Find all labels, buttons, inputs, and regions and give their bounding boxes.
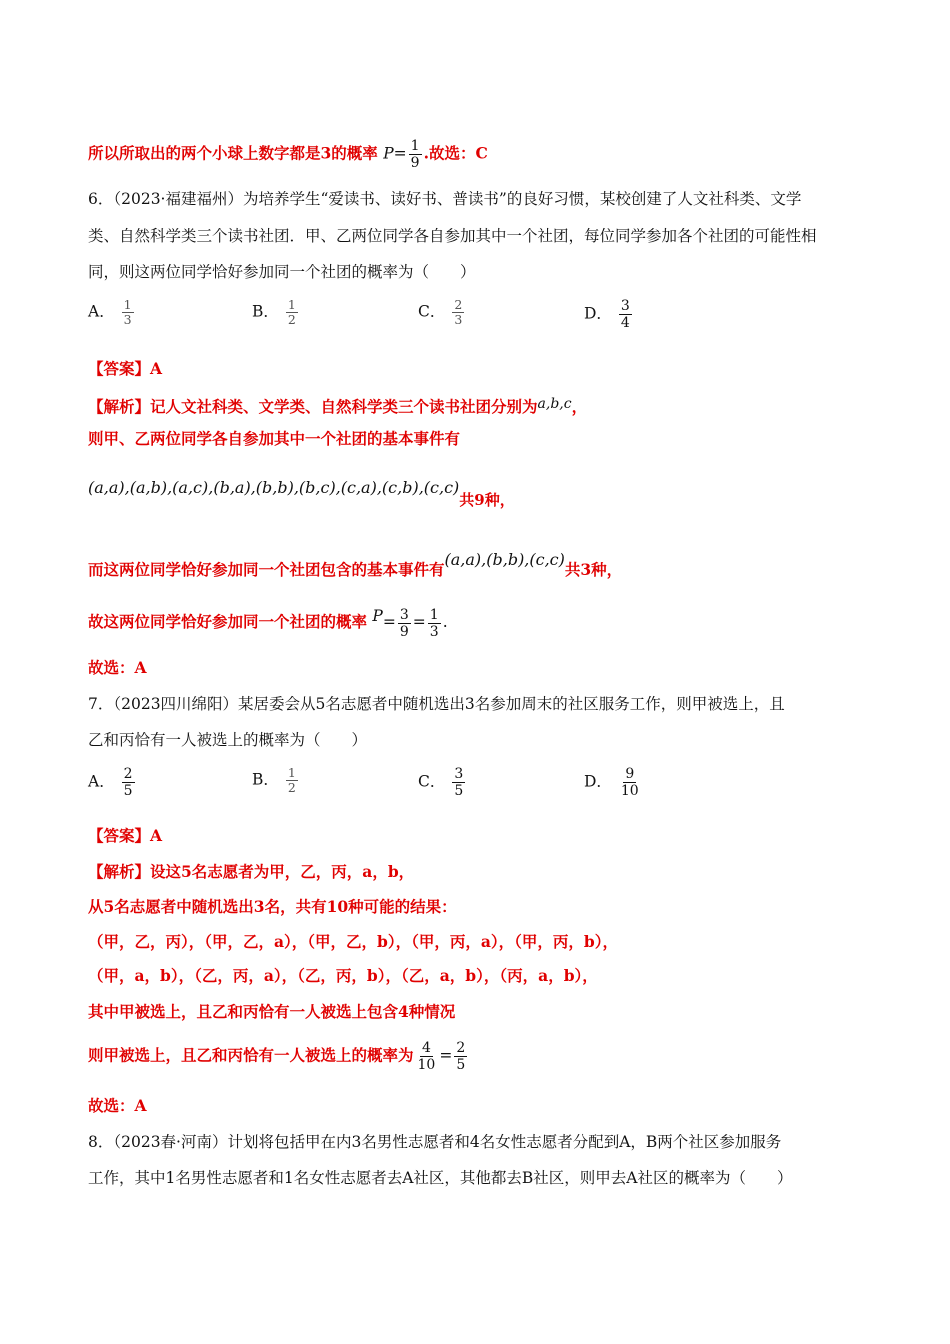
option-fraction (452, 766, 465, 799)
frac-num: 3 (620, 298, 630, 314)
q6-events-all-line (88, 478, 515, 510)
events-all-count: 共9种， (459, 491, 515, 509)
q6-analysis-line-2: 则甲、乙两位同学各自参加其中一个社团的基本事件有 (88, 429, 461, 448)
option-label: C． (418, 302, 446, 321)
frac-den: 5 (123, 783, 133, 799)
analysis-text: 记人文社科类、文学类、自然科学类三个读书社团分别为 (150, 397, 538, 416)
frac-num: 2 (454, 297, 463, 312)
q6-stem-line-3: 同，则这两位同学恰好参加同一个社团的概率为（ ） (88, 263, 476, 281)
option-fraction (122, 298, 134, 327)
frac-num: 2 (456, 1040, 466, 1056)
q5-fraction (409, 138, 422, 171)
frac-den: 3 (429, 623, 439, 640)
q7-analysis-line-1 (88, 862, 414, 882)
q6-analysis-line-1 (88, 394, 587, 417)
option-label: A． (88, 302, 115, 321)
q6-option-a[interactable] (88, 298, 136, 327)
same-events-text: 而这两位同学恰好参加同一个社团包含的基本事件有 (88, 560, 445, 579)
frac-num: 1 (429, 606, 439, 623)
frac-den: 10 (417, 1057, 436, 1073)
frac-num: 1 (123, 297, 132, 312)
q5-conclusion-line (88, 138, 488, 171)
frac-den: 4 (620, 315, 630, 331)
q6-option-c[interactable] (418, 298, 466, 327)
set-abc: a,b,c (537, 396, 572, 412)
q8-stem-line-1: 8．（2023春·河南）计划将包括甲在内3名男性志愿者和4名女性志愿者分配到A，B两个社区参加服务 (88, 1133, 782, 1151)
q7-analysis-line-3: 其中甲被选上，且乙和丙恰有一人被选上包含4种情况 (88, 1002, 456, 1021)
frac-den: 2 (287, 780, 296, 795)
q6-answer: 【答案】A (88, 359, 163, 378)
events-all: (a,a),(a,b),(a,c),(b,a),(b,b),(b,c),(c,a),(c,b),(c,c) (88, 478, 460, 497)
q7-prob-line: 则甲被选上，且乙和丙恰有一人被选上的概率为 $\frac{4}{10}$ = $\frac{2}{5}$ (88, 1040, 466, 1073)
q5-answer-suffix: .故选：C (423, 143, 488, 163)
option-label: D． (584, 304, 612, 323)
q5-equals: = (393, 144, 407, 163)
prob-end: . (442, 613, 448, 631)
frac-num: 3 (399, 606, 409, 623)
prob-fraction-1 (398, 607, 411, 640)
analysis-end: ， (571, 397, 588, 416)
q6-conclusion: 故选：A (88, 658, 147, 677)
frac-den: 5 (456, 1057, 466, 1073)
q7-option-b[interactable] (252, 766, 300, 795)
prob-symbol: P (372, 607, 383, 625)
option-fraction (122, 766, 135, 799)
q7-analysis-line-2: 从5名志愿者中随机选出3名，共有10种可能的结果： (88, 897, 457, 916)
frac-den: 10 (620, 783, 639, 799)
frac-num: 4 (421, 1040, 431, 1056)
q6-stem-line-2: 类、自然科学类三个读书社团．甲、乙两位同学各自参加其中一个社团，每位同学参加各个社团的可能性相 (88, 227, 817, 245)
q6-option-d[interactable] (584, 298, 634, 331)
option-fraction (286, 298, 298, 327)
frac-den: 2 (287, 312, 296, 327)
frac-num: 1 (287, 765, 296, 780)
q7-conclusion: 故选：A (88, 1096, 147, 1115)
frac-den: 5 (454, 783, 464, 799)
prob-fraction-2 (454, 1040, 467, 1073)
analysis-tag: 【解析】 (88, 862, 151, 881)
frac-num: 1 (287, 297, 296, 312)
option-label: B． (252, 770, 279, 789)
prob-fraction-1 (416, 1040, 438, 1073)
option-fraction (619, 298, 632, 331)
q7-answer: 【答案】A (88, 826, 163, 845)
frac-den: 9 (399, 623, 409, 640)
q6-option-b[interactable] (252, 298, 300, 327)
q5-conclusion-text: 所以所取出的两个小球上数字都是3的概率 (88, 143, 378, 163)
q7-results-line-2: （甲，a，b），（乙，丙，a），（乙，丙，b），（乙，a，b），（丙，a，b）， (88, 966, 598, 985)
q7-option-d[interactable] (584, 766, 643, 799)
q8-stem-line-2: 工作，其中1名男性志愿者和1名女性志愿者去A社区，其他都去B社区，则甲去A社区的概率为（ ） (88, 1169, 793, 1187)
q5-frac-den: 9 (410, 155, 420, 171)
prob-text: 故这两位同学恰好参加同一个社团的概率 (88, 612, 368, 631)
option-label: B． (252, 302, 279, 321)
prob-fraction-2 (428, 607, 441, 640)
option-fraction (286, 766, 298, 795)
option-fraction (452, 298, 464, 327)
q6-stem-line-1: 6．（2023·福建福州）为培养学生“爱读书、读好书、普读书”的良好习惯，某校创建了人文社科类、文学 (88, 190, 802, 208)
analysis-text: 设这5名志愿者为甲，乙，丙，a，b， (150, 862, 415, 881)
q7-stem-line-2: 乙和丙恰有一人被选上的概率为（ ） (88, 731, 368, 749)
option-label: C． (418, 772, 446, 791)
q7-option-a[interactable] (88, 766, 137, 799)
q7-results-line-1: （甲，乙，丙），（甲，乙，a），（甲，乙，b），（甲，丙，a），（甲，丙，b）， (88, 932, 619, 951)
frac-num: 2 (123, 766, 133, 782)
option-fraction (619, 766, 641, 799)
analysis-tag: 【解析】 (88, 397, 151, 416)
prob-text: 则甲被选上，且乙和丙恰有一人被选上的概率为 (88, 1045, 414, 1065)
frac-den: 3 (123, 312, 132, 327)
q7-stem-line-1: 7．（2023四川绵阳）某居委会从5名志愿者中随机选出3名参加周末的社区服务工作，则甲被选上，且 (88, 695, 785, 713)
option-label: A． (88, 772, 115, 791)
q5-frac-num: 1 (410, 138, 420, 154)
option-label: D． (584, 772, 612, 791)
q6-prob-line: 故这两位同学恰好参加同一个社团的概率 P= $\frac{3}{9}$ = $\frac{1}{3}$ . (88, 606, 448, 640)
frac-num: 3 (454, 766, 464, 782)
q6-same-events-line (88, 550, 622, 580)
q5-prob-symbol: P (383, 144, 394, 163)
events-same: (a,a),(b,b),(c,c) (444, 550, 565, 569)
same-events-count: 共3种， (564, 560, 623, 579)
q7-option-c[interactable] (418, 766, 467, 799)
frac-num: 9 (625, 766, 635, 782)
frac-den: 3 (454, 312, 463, 327)
